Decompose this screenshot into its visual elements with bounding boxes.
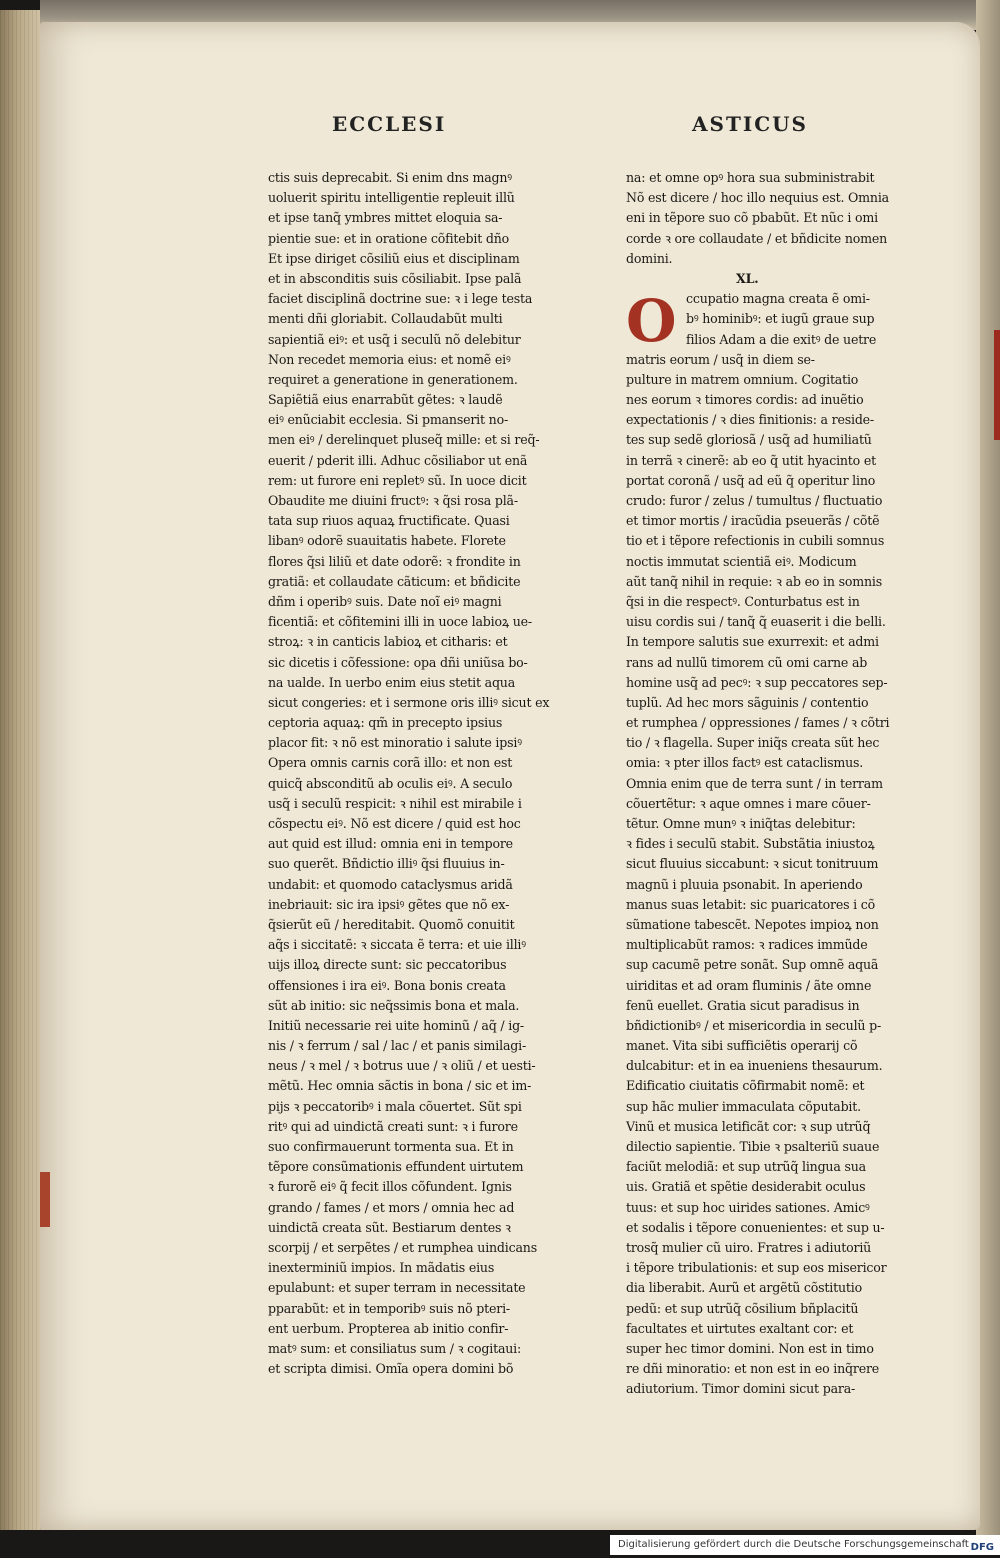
text-line: Non recedet memoria eius: et nomẽ eiꝰ — [268, 351, 511, 367]
text-line: usq̃ i seculũ respicit: ꝛ nihil est mirabile i — [268, 795, 522, 811]
text-line: i tẽpore tribulationis: et sup eos misericor — [626, 1260, 887, 1276]
text-line: pientie sue: et in oratione cõfitebit dño — [268, 230, 510, 246]
text-line: et ipse tanq̃ ymbres mittet eloquia sa- — [268, 210, 503, 226]
text-line: ritꝰ qui ad uindictã creati sunt: ꝛ i furore — [268, 1118, 518, 1134]
text-line: sapientiã eiꝰ: et usq̃ i seculũ nõ delebitur — [268, 331, 521, 347]
text-line: sic dicetis i cõfessione: opa dñi uniũsa bo- — [268, 654, 528, 670]
text-line: undabit: et quomodo cataclysmus aridã — [268, 876, 513, 892]
text-line: cõuertẽtur: ꝛ aque omnes i mare cõuer- — [626, 795, 871, 811]
text-line: Edificatio ciuitatis cõfirmabit nomẽ: et — [626, 1078, 865, 1094]
text-line: requiret a generatione in generationem. — [268, 371, 518, 387]
running-head-left: ECCLESI — [332, 112, 447, 136]
text-line: uisu cordis sui / tanq̃ q̃ euaserit i die belli. — [626, 614, 886, 630]
text-line: Et ipse diriget cõsiliũ eius et disciplinam — [268, 250, 520, 266]
text-line: rem: ut furore eni repletꝰ sũ. In uoce dicit — [268, 472, 527, 488]
text-line: suo querẽt. Bñdictio illiꝰ q̃si fluuius in- — [268, 856, 505, 872]
text-line: tuus: et sup hoc uirides sationes. Amicꝰ — [626, 1199, 870, 1215]
text-line: pedũ: et sup utrũq̃ cõsilium bñplacitũ — [626, 1300, 859, 1316]
text-line: et sodalis i tẽpore conuenientes: et sup u- — [626, 1219, 885, 1235]
chapter-number: XL. — [736, 270, 759, 286]
text-line: manet. Vita sibi sufficiẽtis operarij cõ — [626, 1038, 858, 1054]
text-line: ctis suis deprecabit. Si enim dns magnꝰ — [268, 170, 512, 185]
text-line: sup hãc mulier immaculata cõputabit. — [626, 1098, 861, 1114]
text-line: Obaudite me diuini fructꝰ: ꝛ q̃si rosa plã- — [268, 493, 518, 508]
text-line: nes eorum ꝛ timores cordis: ad inuẽtio — [626, 392, 864, 408]
text-line: grando / fames / et mors / omnia hec ad — [268, 1199, 515, 1215]
text-line: tẽtur. Omne munꝰ ꝛ iniq̃tas delebitur: — [626, 816, 856, 831]
footer-credit: Digitalisierung gefördert durch die Deutsche Forschungsgemeinschaft · — [618, 1539, 976, 1550]
text-line: et timor mortis / iracũdia pseuerãs / cõtẽ — [626, 513, 880, 529]
text-line: dñm i operibꝰ suis. Date noĩ eiꝰ magni — [268, 593, 502, 609]
text-line: dulcabitur: et in ea inueniens thesaurum. — [626, 1058, 883, 1074]
text-line: aut quid est illud: omnia eni in tempore — [268, 836, 513, 852]
right-text-column — [626, 168, 916, 1399]
text-line: super hec timor domini. Non est in timo — [626, 1340, 874, 1356]
text-line: et in absconditis suis cõsiliabit. Ipse palã — [268, 270, 522, 286]
text-line: omia: ꝛ pter illos factꝰ est cataclismus. — [626, 755, 864, 771]
text-line: in terrã ꝛ cinerẽ: ab eo q̃ utit hyacinto et — [626, 452, 876, 468]
text-line: sicut fluuius siccabunt: ꝛ sicut tonitruum — [626, 856, 879, 872]
text-line: ꝛ furorẽ eiꝰ q̃ fecit illos cõfundent. Ignis — [268, 1179, 512, 1195]
text-line: libanꝰ odorẽ suauitatis habete. Florete — [268, 533, 506, 549]
text-line: pparabũt: et in temporibꝰ suis nõ pteri- — [268, 1300, 510, 1316]
running-head-right: ASTICUS — [692, 112, 809, 136]
text-line: filios Adam a die exitꝰ de uetre — [686, 331, 877, 347]
text-line: q̃si in die respectꝰ. Conturbatus est in — [626, 593, 860, 609]
text-line: inexterminiũ impios. In mãdatis eius — [268, 1260, 495, 1276]
text-line: Opera omnis carnis corã illo: et non est — [268, 755, 513, 771]
text-line: gratiã: et collaudate cãticum: et bñdicite — [268, 573, 521, 589]
text-line: tio et i tẽpore refectionis in cubili somnus — [626, 533, 885, 549]
text-line: flores q̃si liliũ et date odorẽ: ꝛ frondite in — [268, 553, 521, 569]
text-line: et rumphea / oppressiones / fames / ꝛ cõtri — [626, 715, 890, 731]
text-line: dilectio sapientie. Tibie ꝛ psalteriũ suaue — [626, 1139, 880, 1154]
left-text-column — [268, 168, 568, 1379]
text-line: crudo: furor / zelus / tumultus / fluctuatio — [626, 493, 883, 508]
right-column-body — [626, 350, 916, 1400]
text-line: menti dñi gloriabit. Collaudabũt multi — [268, 311, 503, 327]
text-line: eni in tẽpore suo cõ pbabũt. Et nũc i omi — [626, 210, 878, 226]
text-line: scorpij / et serpẽtes / et rumphea uindicans — [268, 1239, 537, 1255]
text-line: trosq̃ mulier cũ uiro. Fratres i adiutoriũ — [626, 1239, 872, 1255]
text-line: re dñi minoratio: et non est in eo inq̃rere — [626, 1361, 880, 1377]
digitization-footer — [610, 1535, 1000, 1555]
text-line: tes sup sedẽ gloriosã / usq̃ ad humiliatũ — [626, 432, 872, 448]
text-line: tẽpore consũmationis effundent uirtutem — [268, 1159, 524, 1175]
text-line: aq̃s i siccitatẽ: ꝛ siccata ẽ terra: et uie illiꝰ — [268, 937, 526, 953]
text-line: quicq̃ absconditũ ab oculis eiꝰ. A seculo — [268, 775, 513, 791]
text-line: multiplicabũt ramos: ꝛ radices immũde — [626, 937, 868, 953]
text-line: faciet disciplinã doctrine sue: ꝛ i lege testa — [268, 291, 533, 307]
text-line: Vinũ et musica letificãt cor: ꝛ sup utrũq̃ — [626, 1118, 871, 1134]
text-line: sũt ab initio: sic neq̃ssimis bona et mala. — [268, 997, 520, 1013]
text-line: dia liberabit. Aurũ et argẽtũ cõstitutio — [626, 1280, 862, 1296]
text-line: sicut congeries: et i sermone oris illiꝰ sicut ex — [268, 694, 550, 710]
text-line: men eiꝰ / derelinquet pluseq̃ mille: et si req̃- — [268, 432, 540, 448]
text-line: corde ꝛ ore collaudate / et bñdicite nomen — [626, 230, 888, 246]
text-line: fenũ euellet. Gratia sicut paradisus in — [626, 997, 860, 1013]
text-line: portat coronã / usq̃ ad eũ q̃ operitur lino — [626, 472, 876, 488]
text-line: ent uerbum. Propterea ab initio confir- — [268, 1320, 509, 1336]
text-line: q̃sierũt eũ / hereditabit. Quomõ conuitit — [268, 916, 515, 932]
text-line: stroꝝ: ꝛ in canticis labioꝝ et citharis: et — [268, 634, 508, 650]
dfg-logo-icon: DFG — [970, 1542, 994, 1553]
next-page-rubric-edge — [994, 330, 1000, 440]
text-line: aũt tanq̃ nihil in requie: ꝛ ab eo in somnis — [626, 573, 882, 589]
text-line: magnũ i pluuia psonabit. In aperiendo — [626, 876, 863, 892]
text-line: euerit / pderit illi. Adhuc cõsiliabor ut enã — [268, 452, 528, 468]
text-line: uis. Gratiã et spẽtie desiderabit oculus — [626, 1179, 866, 1195]
text-line: uindictã creata sũt. Bestiarum dentes ꝛ — [268, 1219, 511, 1235]
margin-stain — [40, 1172, 50, 1227]
text-line: adiutorium. Timor domini sicut para- — [626, 1381, 856, 1397]
text-line: inebriauit: sic ira ipsiꝰ gẽtes que nõ ex- — [268, 896, 510, 912]
text-line: matris eorum / usq̃ in diem se- — [626, 351, 815, 367]
text-line: na: et omne opꝰ hora sua subministrabit — [626, 170, 875, 185]
text-line: Omnia enim que de terra sunt / in terram — [626, 775, 883, 791]
text-line: Initiũ necessarie rei uite hominũ / aq̃ / ig- — [268, 1017, 524, 1033]
text-line: expectationis / ꝛ dies finitionis: a reside- — [626, 412, 874, 428]
text-line: et scripta dimisi. Omĩa opera domini bõ — [268, 1361, 514, 1377]
text-line: tata sup riuos aquaꝝ fructificate. Quasi — [268, 513, 510, 529]
text-line: domini. — [626, 250, 673, 266]
text-line: pijs ꝛ peccatoribꝰ i mala cõuertet. Sũt spi — [268, 1098, 522, 1114]
text-line: uiriditas et ad oram fluminis / ãte omne — [626, 977, 872, 993]
text-line: mẽtũ. Hec omnia sãctis in bona / sic et im- — [268, 1078, 532, 1094]
rubricated-initial: O — [626, 287, 677, 356]
text-line: ccupatio magna creata ẽ omi- — [686, 291, 870, 307]
text-line: ficentiã: et cõfitemini illi in uoce labioꝝ ue- — [268, 614, 532, 630]
text-line: placor fit: ꝛ nõ est minoratio i salute ipsiꝰ — [268, 735, 522, 751]
text-line: In tempore salutis sue exurrexit: et admi — [626, 634, 879, 650]
text-line: tio / ꝛ flagella. Super iniq̃s creata sũt hec — [626, 735, 880, 751]
text-line: neus / ꝛ mel / ꝛ botrus uue / ꝛ oliũ / et uesti- — [268, 1058, 536, 1074]
text-line: suo confirmauerunt tormenta sua. Et in — [268, 1139, 514, 1154]
text-line: facultates et uirtutes exaltant cor: et — [626, 1320, 854, 1336]
text-line: sup cacumẽ petre sonãt. Sup omnẽ aquã — [626, 957, 879, 973]
text-line: manus suas letabit: sic puaricatores i cõ — [626, 896, 876, 912]
text-line: bꝰ hominibꝰ: et iugũ graue sup — [686, 311, 875, 327]
text-line: Sapiẽtiã eius enarrabũt gẽtes: ꝛ laudẽ — [268, 392, 503, 408]
text-line: eiꝰ enũciabit ecclesia. Si pmanserit no- — [268, 412, 509, 428]
right-column-intro — [626, 168, 916, 269]
text-line: offensiones i ira eiꝰ. Bona bonis creata — [268, 977, 506, 993]
text-line: matꝰ sum: et consiliatus sum / ꝛ cogitaui: — [268, 1340, 522, 1356]
text-line: Nõ est dicere / hoc illo nequius est. Omnia — [626, 190, 889, 206]
text-line: pulture in matrem omnium. Cogitatio — [626, 371, 859, 387]
chapter-initial-block — [626, 287, 916, 356]
text-line: bñdictionibꝰ / et misericordia in seculũ p- — [626, 1017, 882, 1033]
text-line: homine usq̃ ad pecꝰ: ꝛ sup peccatores sep- — [626, 674, 888, 690]
text-line: rans ad nullũ timorem cũ omi carne ab — [626, 654, 868, 670]
text-line: nis / ꝛ ferrum / sal / lac / et panis similagi- — [268, 1038, 527, 1054]
text-line: uoluerit spiritu intelligentie repleuit illũ — [268, 190, 515, 206]
text-line: ceptoria aquaꝝ: qm̃ in precepto ipsius — [268, 715, 503, 731]
text-line: na ualde. In uerbo enim eius stetit aqua — [268, 674, 516, 690]
text-line: tuplũ. Ad hec mors sãguinis / contentio — [626, 694, 869, 710]
text-line: faciũt melodiã: et sup utrũq̃ lingua sua — [626, 1159, 866, 1175]
text-line: noctis immutat scientiã eiꝰ. Modicum — [626, 553, 857, 569]
text-line: cõspectu eiꝰ. Nõ est dicere / quid est hoc — [268, 816, 521, 831]
text-line: epulabunt: et super terram in necessitate — [268, 1280, 526, 1296]
text-line: sũmatione tabescẽt. Nepotes impioꝝ non — [626, 916, 879, 932]
text-line: uijs illoꝝ directe sunt: sic peccatoribus — [268, 957, 507, 973]
text-line: ꝛ fides i seculũ stabit. Substãtia iniustoꝝ — [626, 836, 875, 852]
